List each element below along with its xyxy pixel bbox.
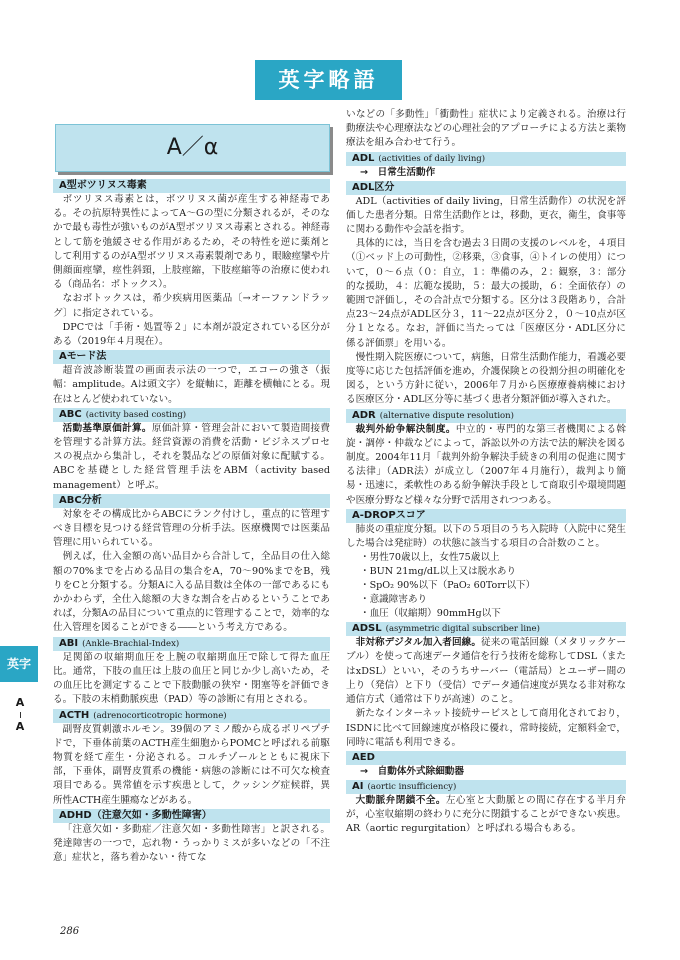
entry-text: ADL（activities of daily living，日常生活動作）の状況を評価した患者分類。日常生活動作とは，移動，更衣，衛生，食事等に関わる動作や会話を指す。 — [346, 195, 626, 236]
entry-text: 対象をその構成比からABCにランク付けし，重点的に管理すべき目標を見つける経営管理の分析手法。医療機関では医薬品管理に用いられている。 — [53, 508, 330, 549]
entry-term: ADSL (asymmetric digital subscriber line) — [346, 622, 626, 636]
index-range — [12, 696, 28, 734]
entry-text: 足関節の収縮期血圧を上腕の収縮期血圧で除して得た血圧比。通常，下肢の血圧は上肢の血圧と同じか少し高いため，その血圧比を測定することで下肢動脈の狭窄・閉塞等を評価できる。下肢の末梢動脈疾患（PAD）等の診断に有用とされる。 — [53, 651, 330, 706]
entry-text: 超音波診断装置の画面表示法の一つで，エコーの強さ（振幅：amplitude。Aは頭文字）を縦軸に，距離を横軸にとる。現在はとんど使われていない。 — [53, 365, 330, 405]
entry-term-subtitle: (alternative dispute resolution) — [379, 410, 514, 421]
entry-text: 慢性期入院医療について，病態，日常生活動作能力，看護必要度等に応じた包括評価を進め，介護保険との役割分担の明確化を図る，という方針に従い，2006年７月から医療療養病棟における医療区分・ADL区分等に基づく患者分類評価が導入された。 — [346, 351, 626, 406]
entry-term: ACTH (adrenocorticotropic hormone) — [53, 709, 330, 723]
entry-text: ボツリヌス毒素とは，ボツリヌス菌が産生する神経毒である。その抗原特異性によってA〜Gの型に分類されるが，そのなかで最も毒性が強いものがA型ボツリヌス毒素とされる。神経毒として筋を弛緩させる作用があるため，その特性を逆に薬剤として利用するのがA型ボツリヌス毒素製剤であり，眼瞼痙攣や片側顔面痙攣，痙性斜頸，上肢痙縮，下肢痙縮等の治療に使われる（商品名：ボトックス）。 — [53, 194, 330, 291]
entry-text: なおボトックスは，希少疾病用医薬品〔→オーファンドラッグ〕に指定されている。 — [53, 293, 330, 319]
entry-term-subtitle: (Ankle-Brachial-Index) — [82, 638, 180, 649]
entry-term: ADL (activities of daily living) — [346, 152, 626, 166]
cross-reference: → 日常生活動作 — [360, 166, 436, 178]
index-tab[interactable]: 英字 — [0, 646, 38, 682]
entry-term-subtitle: (adrenocorticotropic hormone) — [93, 710, 227, 721]
entry-term-subtitle: (activity based costing) — [85, 409, 187, 420]
entry-text: 例えば，仕入金額の高い品目から合計して，全品目の仕入総額の70%までを占める品目の集合をA，70〜90%までをB，残りをCと分類する。分類Aに入る品目数は全体の一部であるにもかかわらず，全仕入総額の大きな割合を占めるということであれば，分類Aの品目について重点的に管理することで，効率的な仕入管理を図ることができる――という考え方である。 — [53, 551, 330, 634]
left-column — [53, 178, 330, 865]
entry-term-subtitle: (aortic insufficiency) — [367, 781, 457, 792]
entry-term: ADR (alternative dispute resolution) — [346, 409, 626, 423]
entry-text: 裁判外紛争解決制度。中立的・専門的な第三者機関による斡旋・調停・仲裁などによって，訴訟以外の方法で法的解決を図る制度。2004年11月「裁判外紛争解決手続きの利用の促進に関する法律」（ADR法）が成立し（2007年４月施行），裁判より簡易・迅速に，柔軟性のある紛争解決手段として商取引や環境問題や医療分野など様々な分野で活用されつつある。 — [346, 423, 626, 506]
entry-term: ABC (activity based costing) — [53, 408, 330, 422]
entry-text: 具体的には，当日を含む過去３日間の支援のレベルを，４項目（①ベッド上の可動性，②移乗，③食事，④トイレの使用）について，０〜６点（０：自立，１：準備のみ，２：観察，３：部分的な援助，４：広範な援助，５：最大の援助，６：全面依存）の範囲で評価し，その合計点で分類する。区分は３段階あり，合計点23〜24点がADL区分３，11〜22点が区分２，０〜10点が区分１となる。なお，評価に当たっては「医療区分・ADL区分に係る評価票」を用いる。 — [346, 238, 626, 349]
entry-text: 新たなインターネット接続サービスとして商用化されており，ISDNに比べて回線速度が格段に優れ，常時接続，定額料金で，同時に電話も利用できる。 — [346, 708, 626, 748]
list-item: ・男性70歳以上，女性75歳以上 — [360, 552, 500, 564]
entry-text: 副腎皮質刺激ホルモン。39個のアミノ酸から成るポリペプチドで，下垂体前葉のACTH産生細胞からPOMCと呼ばれる前駆物質を経て産生・分泌される。コルチゾールとともに視床下部，下垂体，副腎皮質系の機能・病態の診断には不可欠な検査項目である。異常値を示す疾患として，クッシング症候群，異所性ACTH産生腫瘍などがある。 — [53, 723, 330, 806]
page-number: 286 — [60, 926, 80, 937]
index-range-start: A — [15, 696, 25, 709]
right-column — [346, 108, 626, 837]
list-item: ・血圧（収縮期）90mmHg以下 — [360, 608, 501, 620]
entry-term-subtitle: (activities of daily living) — [378, 153, 486, 164]
entry-term-subtitle: (asymmetric digital subscriber line) — [385, 624, 540, 635]
entry-text: 「注意欠如・多動症／注意欠如・多動性障害」と訳される。発達障害の一つで，忘れ物・うっかりミスが多いなどの「不注意」症状と，落ち着かない・待てな — [53, 823, 330, 864]
entry-term: A-DROPスコア — [346, 509, 626, 523]
entry-text: 大動脈弁閉鎖不全。左心室と大動脈との間に存在する半月弁が，心室収縮期の終わりに充分に閉鎖することができない疾患。AR（aortic regurgitation）と呼ばれる場合もある。 — [346, 794, 626, 835]
section-title: A／α — [166, 135, 219, 160]
entry-term: Aモード法 — [53, 350, 330, 364]
cross-reference: → 自動体外式除細動器 — [360, 765, 464, 777]
entry-term: AED — [346, 751, 626, 765]
entry-term: ADHD（注意欠如・多動性障害） — [53, 809, 330, 823]
page-title-banner: 英字略語 — [255, 60, 402, 100]
index-range-end: A — [15, 720, 25, 733]
section-heading — [55, 124, 330, 172]
entry-text: 非対称デジタル加入者回線。従来の電話回線（メタリックケーブル）を使って高速データ通信を行う技術を総称してDSL（またはxDSL）といい，そのうちサーバー（電話局）とユーザー間の上り（発信）と下り（受信）でデータ通信速度が異なる非対称な通信方式（通常は下りが高速）のこと。 — [346, 637, 626, 706]
entry-text: いなどの「多動性」「衝動性」症状により定義される。治療は行動療法や心理療法などの心理社会的アプローチによる方法と薬物療法を組み合わせて行う。 — [346, 109, 626, 149]
entry-text: 肺炎の重症度分類。以下の５項目のうち入院時（入院中に発生した場合は発症時）の状態に該当する項目の合計数のこと。 — [346, 523, 626, 550]
entry-term: A型ボツリヌス毒素 — [53, 179, 330, 193]
entry-text: DPCでは「手術・処置等２」に本剤が設定されている区分がある（2019年４月現在）。 — [53, 321, 330, 348]
entry-term: ABC分析 — [53, 494, 330, 508]
entry-text: 活動基準原価計算。原価計算・管理会計において製造間接費を管理する計算方法。経営資源の消費を活動・ビジネスプロセスの視点から集計し，それを製品などの原価対象に配賦する。ABCを基礎とした経営管理手法をABM（activity based management）と呼ぶ。 — [53, 422, 331, 491]
entry-term: ADL区分 — [346, 181, 626, 195]
range-divider — [20, 712, 21, 718]
entry-term: AI (aortic insufficiency) — [346, 780, 626, 794]
list-item: ・SpO₂ 90%以下（PaO₂ 60Torr以下） — [360, 580, 536, 592]
entry-term: ABI (Ankle-Brachial-Index) — [53, 637, 330, 651]
list-item: ・BUN 21mg/dL以上又は脱水あり — [360, 566, 517, 578]
list-item: ・意識障害あり — [360, 594, 428, 606]
